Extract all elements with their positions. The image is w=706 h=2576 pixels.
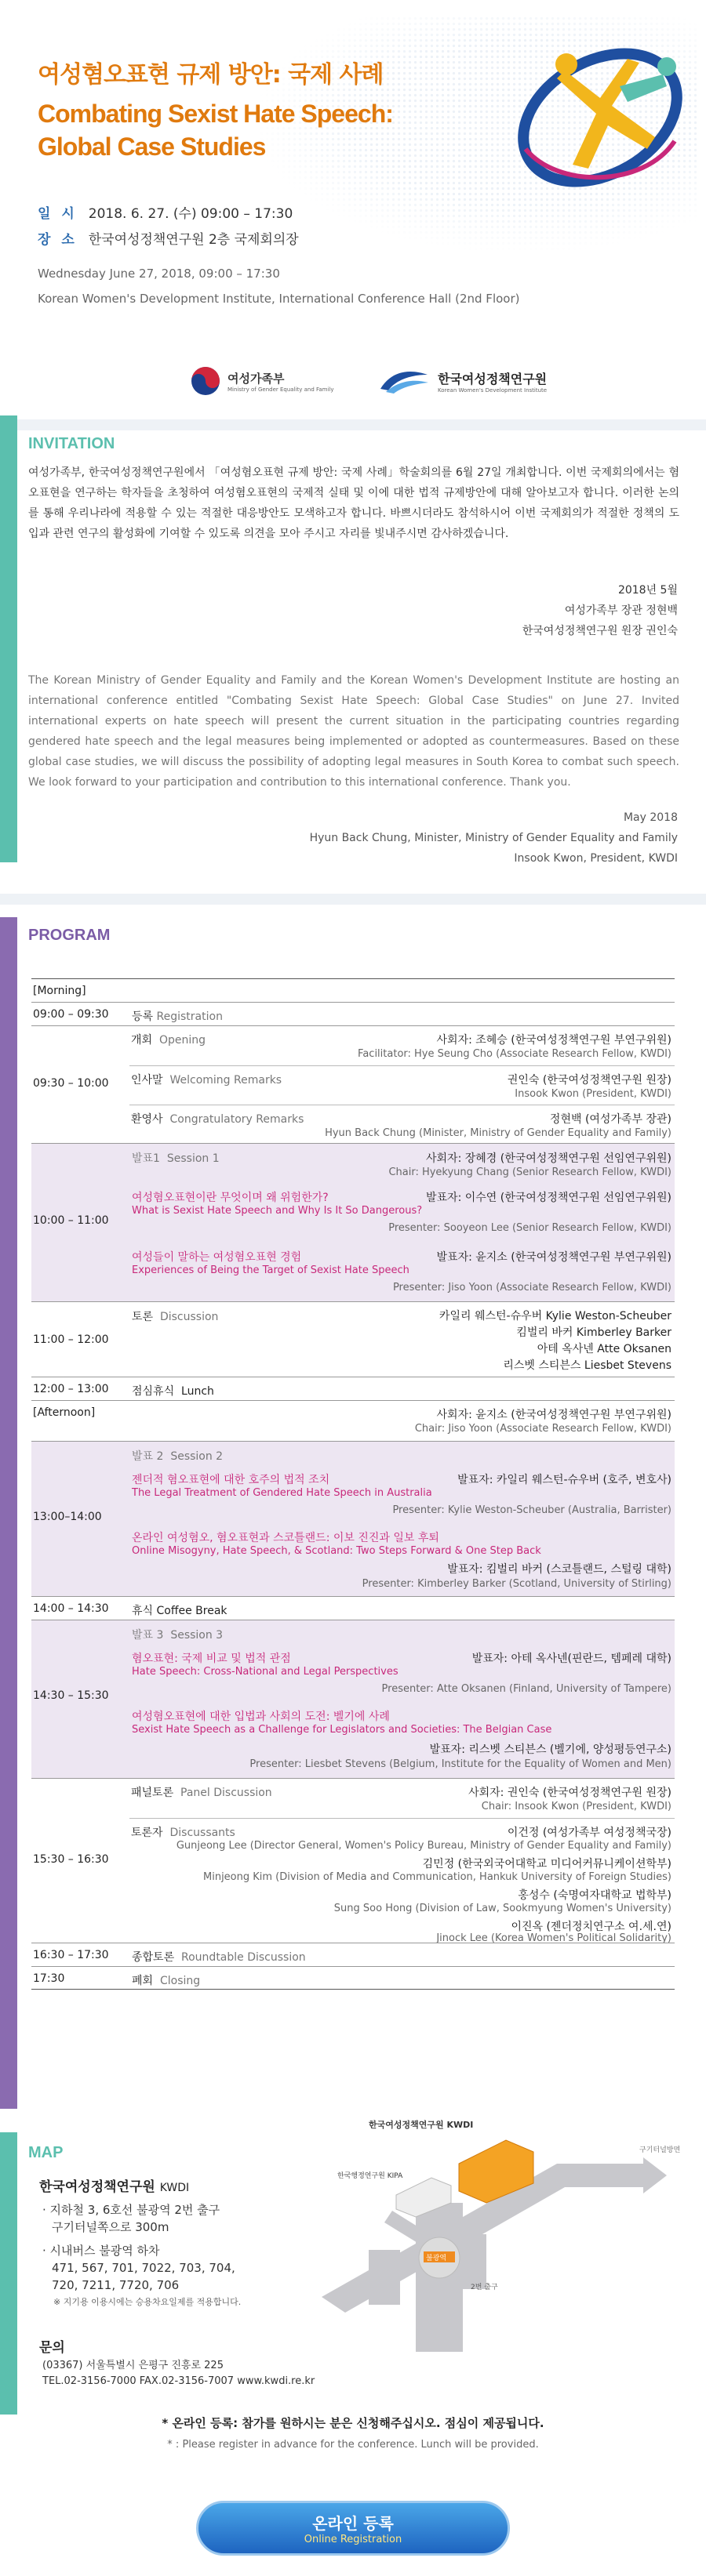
roundtable-row: 16:30 – 17:30 종합토론 Roundtable Discussion <box>31 1943 675 1966</box>
invitation-body-korean: 여성가족부, 한국여성정책연구원에서 「여성혐오표현 규제 방안: 국제 사례」학술회의를 6월 27일 개최합니다. 이번 국제회의에서는 혐오표현을 연구하는 학자들을 초청하여 여성혐오표현의 국제적 실태 및 이에 대한 법적 규제방안에 대해 알아보고자 합니다. 이러한 논의를 통해 우리나라에 적용할 수 있는 적절한 대응방안도 모색하고자 합니다. 바쁘시더라도 참석하시어 이번 국제회의가 적절한 정책의 도입과 관련 연구의 활성화에 기여할 수 있도록 의견을 모아 주시고 자리를 빛내주시면 감사하겠습니다. <box>28 466 679 540</box>
map-label-tunnel: 구기터널방면 <box>639 2146 681 2154</box>
registration-row: 09:00 – 09:30 등록 Registration <box>31 1002 675 1025</box>
mogef-logo: 여성가족부 Ministry of Gender Equality and Family <box>190 365 334 397</box>
opening-row: 09:30 – 10:00 개회 Opening 사회자: 조혜승 (한국여성정책연구원 부연구위원) Facilitator: Hye Seung Cho (Associate Research Fellow, KWDI) 인사말 Welcoming Remarks 권인숙 (한국여성정책연구원 원장) Insook Kwon (President, KWDI) 환영사 Congratulatory Remarks 정현백 (여성가족부 장관) Hyun Back Chung (Minister, Ministry of Gender Equality and Family) <box>31 1025 675 1143</box>
directions: · 지하철 3, 6호선 불광역 2번 출구 구기터널쪽으로 300m · 시내버스 불광역 하차 471, 567, 701, 7022, 703, 704, 720, 7211, 7720, 706 ※ 지기용 이용시에는 승용차요일제를 적용합니다. <box>42 2203 242 2307</box>
map-label-kwdi: 한국여성정책연구원 KWDI <box>369 2120 474 2130</box>
map-label-kipa: 한국행정연구원 KIPA <box>337 2172 403 2180</box>
map-side-bar <box>0 2132 17 2415</box>
taegeuk-icon <box>190 365 221 397</box>
conference-emblem-icon <box>510 31 690 204</box>
title-korean: 여성혐오표현 규제 방안: 국제 사례 <box>38 61 384 89</box>
discussion-row: 11:00 – 12:00 토론 Discussion 카일리 웨스턴-슈우버 Kylie Weston-Scheuber 킴벌리 바커 Kimberley Barker 아테 옥사넨 Atte Oksanen 리스벳 스티븐스 Liesbet Stevens <box>31 1301 675 1377</box>
panel-discussion-row: 15:30 – 16:30 패널토론 Panel Discussion 사회자: 권인숙 (한국여성정책연구원 원장) Chair: Insook Kwon (President, KWDI) 토론자 Discussants 이건정 (여성가족부 여성정책국장) Gunjeong Lee (Director General, Women's Policy Bureau, Ministry of Gender Equality and Family) 김민정 (한국외국어대학교 미디어커뮤니케이션학부) Minjeong Kim (Division of Media and Communication, Hankuk University of Foreign Studies) 홍성수 (숙명여자대학교 법학부) Sung Soo Hong (Division of Law, Sookmyung Women's University) 이진옥 (젠더정치연구소 여.세.연) Jinock Lee (Korea Women's Political Solidarity) <box>31 1778 675 1943</box>
contact-title: 문의 <box>39 2340 65 2356</box>
location-map <box>298 2117 690 2352</box>
invitation-signature-english: May 2018 Hyun Back Chung, Minister, Ministry of Gender Equality and Family Insook Kwon, President, KWDI <box>309 811 678 865</box>
kwdi-logo: 한국여성정책연구원 Korean Women's Development Institute <box>377 365 547 397</box>
date-english: Wednesday June 27, 2018, 09:00 – 17:30 <box>38 267 280 281</box>
date-line: 일 시 2018. 6. 27. (수) 09:00 – 17:30 <box>38 206 293 222</box>
registration-note: * 온라인 등록: 참가를 원하시는 분은 신청해주십시오. 점심이 제공됩니다. * : Please register in advance for the conference. Lunch will be provided. <box>162 2416 544 2451</box>
session1-row: 10:00 – 11:00 발표1 Session 1 사회자: 장혜경 (한국여성정책연구원 선임연구위원) Chair: Hyekyung Chang (Senior Research Fellow, KWDI) 여성혐오표현이란 무엇이며 왜 위험한가? What is Sexist Hate Speech and Why Is It So Dangerous? 발표자: 이수연 (한국여성정책연구원 선임연구위원) Presenter: Sooyeon Lee (Senior Research Fellow, KWDI) 여성들이 말하는 여성혐오표현 경험 Experiences of Being the Target of Sexist Hate Speech 발표자: 윤지소 (한국여성정책연구원 부연구위원) Presenter: Jiso Yoon (Associate Research Fellow, KWDI) <box>31 1143 675 1301</box>
kwdi-symbol-icon <box>377 365 431 397</box>
title-english-line1: Combating Sexist Hate Speech: <box>38 100 393 128</box>
map-org-name: 한국여성정책연구원 KWDI <box>39 2179 190 2195</box>
invitation-signature-korean: 2018년 5월 여성가족부 장관 정현백 한국여성정책연구원 원장 권인숙 <box>522 584 678 637</box>
coffee-break-row: 14:00 – 14:30 휴식 Coffee Break <box>31 1596 675 1620</box>
lunch-row: 12:00 – 13:00 점심휴식 Lunch <box>31 1377 675 1400</box>
program-title: PROGRAM <box>28 927 111 944</box>
title-english-line2: Global Case Studies <box>38 132 266 161</box>
invitation-side-bar <box>0 415 17 862</box>
section-separator <box>0 894 706 905</box>
contact-info: (03367) 서울특별시 은평구 진흥로 225 TEL.02-3156-7000 FAX.02-3156-7007 www.kwdi.re.kr <box>42 2360 315 2387</box>
session2-row: 13:00–14:00 발표 2 Session 2 젠더적 혐오표현에 대한 호주의 법적 조치 발표자: 카일리 웨스턴-슈우버 (호주, 변호사) The Legal Treatment of Gendered Hate Speech in Australia Presenter: Kylie Weston-Scheuber (Australia, Barrister) 온라인 여성혐오, 혐오표현과 스코틀랜드: 이보 진진과 일보 후퇴 Online Misogyny, Hate Speech, & Scotland: Two Steps Forward & One Step Back 발표자: 킴벌리 바커 (스코틀랜드, 스털링 대학) Presenter: Kimberley Barker (Scotland, University of Stirling) <box>31 1441 675 1596</box>
place-line: 장 소 한국여성정책연구원 2층 국제회의장 <box>38 232 299 248</box>
map-title: MAP <box>28 2144 64 2161</box>
morning-header-row: [Morning] <box>31 978 675 1002</box>
online-registration-button[interactable]: 온라인 등록 Online Registration <box>196 2501 510 2556</box>
invitation-title: INVITATION <box>28 435 115 452</box>
place-english: Korean Women's Development Institute, International Conference Hall (2nd Floor) <box>38 292 520 306</box>
header <box>0 0 706 415</box>
closing-row: 17:30 폐회 Closing <box>31 1966 675 1990</box>
session3-row: 14:30 – 15:30 발표 3 Session 3 혐오표현: 국제 비교 및 법적 관점 발표자: 아테 옥사넨(핀란드, 템페레 대학) Hate Speech: Cross-National and Legal Perspectives Presenter: Atte Oksanen (Finland, University of Tampere) 여성혐오표현에 대한 입법과 사회의 도전: 벨기에 사례 Sexist Hate Speech as a Challenge for Legislators and Societies: The Belgian Case 발표자: 리스벳 스티븐스 (벨기에, 양성평등연구소) Presenter: Liesbet Stevens (Belgium, Institute for the Equality of Women and Men) <box>31 1620 675 1778</box>
program-side-bar <box>0 917 17 2109</box>
afternoon-header-row: [Afternoon] 사회자: 윤지소 (한국여성정책연구원 부연구위원) Chair: Jiso Yoon (Associate Research Fellow, KWDI) <box>31 1400 675 1441</box>
header-separator <box>0 419 706 430</box>
map-label-exit: 2번 출구 <box>471 2284 498 2291</box>
invitation-body-english: The Korean Ministry of Gender Equality and Family and the Korean Women's Development Institute are hosting an international conference entitled "Combating Sexist Hate Speech: Global Case Studies" on June 27. Invited international experts on hate speech will present the current situation in the participating countries regarding gendered hate speech and the legal measures being implemented or adopted as countermeasures. Based on these global case studies, we will discuss the possibility of adopting legal measures in South Korea to combat such speech. We look forward to your participation and contribution to this international conference. Thank you. <box>28 674 679 789</box>
map-label-station: 불광역 <box>426 2255 447 2262</box>
